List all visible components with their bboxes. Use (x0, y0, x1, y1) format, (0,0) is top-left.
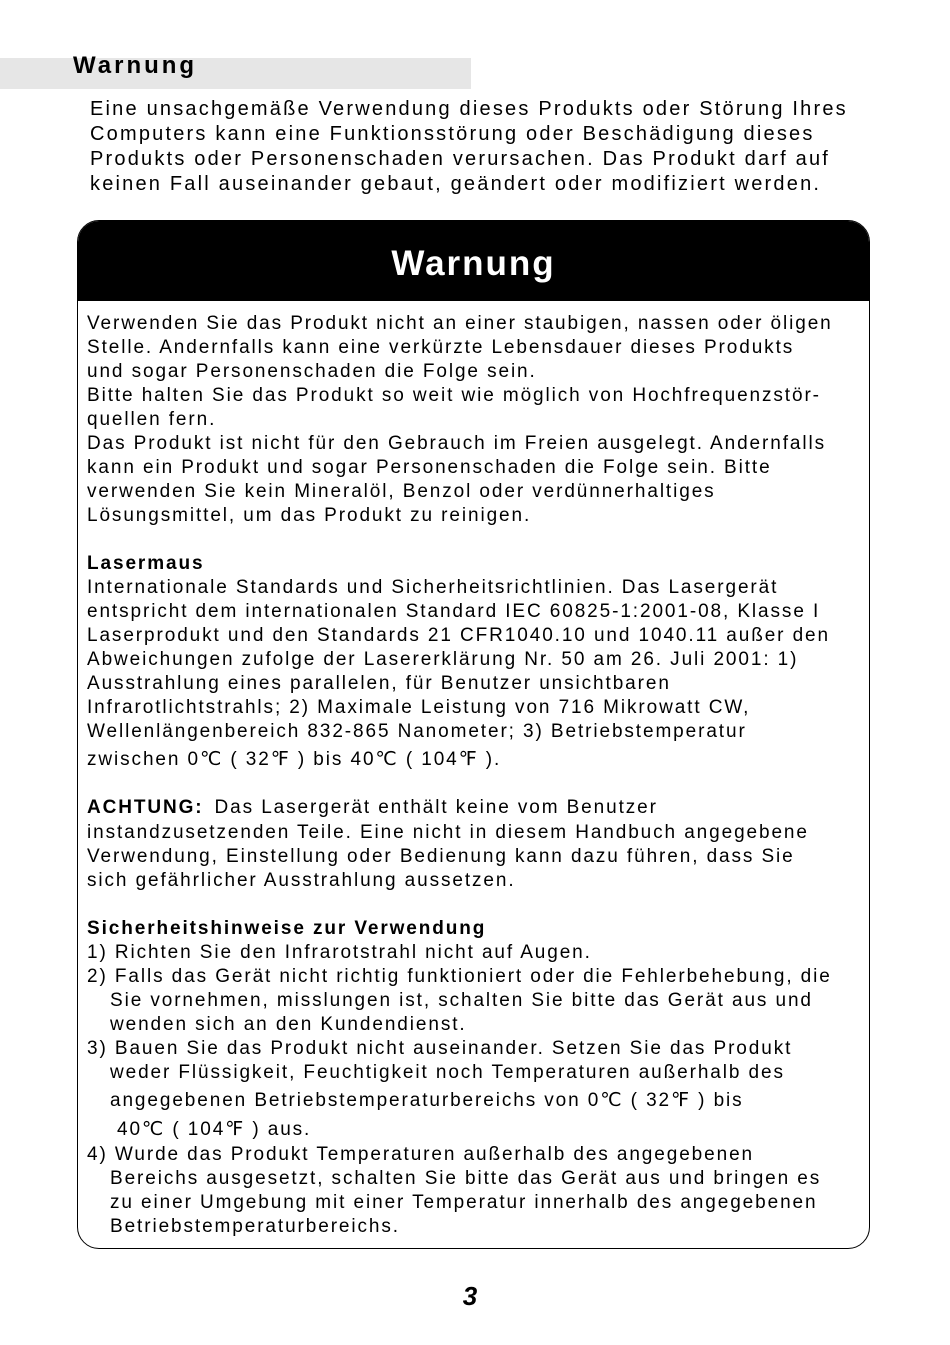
list-text: Wurde das Produkt Temperaturen außerhalb des angegebenen (114, 1144, 755, 1165)
paragraph-line: Das Produkt ist nicht für den Gebrauch im Freien ausgelegt. Andernfalls (87, 433, 826, 454)
laser-paragraph (87, 576, 869, 772)
caution-first-line (87, 796, 869, 820)
intro-line: Eine unsachgemäße Verwendung dieses Produkts oder Störung Ihres (90, 98, 848, 120)
list-number: 1) (87, 942, 108, 963)
list-item (87, 965, 869, 1037)
list-continuation-line: Sie vornehmen, misslungen ist, schalten Sie bitte das Gerät aus und (110, 990, 813, 1011)
list-text: Richten Sie den Infrarotstrahl nicht auf Augen. (114, 942, 592, 963)
paragraph-line: kann ein Produkt und sogar Personenschaden die Folge sein. Bitte (87, 457, 772, 478)
caution-text: Das Lasergerät enthält keine vom Benutzer (214, 797, 658, 818)
paragraph-line: entspricht dem internationalen Standard IEC 60825-1:2001-08, Klasse I (87, 601, 821, 622)
list-continuation-line: 40℃ ( 104℉ ) aus. (117, 1119, 312, 1140)
caution-paragraph (87, 796, 869, 893)
list-number: 2) (87, 966, 108, 987)
list-continuation-line: weder Flüssigkeit, Feuchtigkeit noch Temperaturen außerhalb des (110, 1062, 785, 1083)
list-continuation-line: Betriebstemperaturbereichs. (110, 1216, 400, 1237)
paragraph-line: Lösungsmittel, um das Produkt zu reinigen. (87, 505, 532, 526)
paragraph-line: Internationale Standards und Sicherheitsrichtlinien. Das Lasergerät (87, 577, 779, 598)
caution-label: ACHTUNG: (87, 797, 204, 818)
paragraph-line: Verwendung, Einstellung oder Bedienung kann dazu führen, dass Sie (87, 846, 795, 867)
paragraph-line: Wellenlängenbereich 832-865 Nanometer; 3) Betriebstemperatur (87, 721, 747, 742)
paragraph-line: verwenden Sie kein Mineralöl, Benzol oder verdünnerhaltiges (87, 481, 716, 502)
paragraph-line: quellen fern. (87, 409, 217, 430)
section-heading: Warnung (73, 52, 198, 79)
heading-bar (0, 58, 471, 89)
page-number: 3 (462, 1281, 478, 1311)
list-continuation-line: Bereichs ausgesetzt, schalten Sie bitte das Gerät aus und bringen es (110, 1168, 822, 1189)
paragraph-line: Stelle. Andernfalls kann eine verkürzte Lebensdauer dieses Produkts (87, 337, 795, 358)
list-continuation-line: angegebenen Betriebstemperaturbereichs von 0℃ ( 32℉ ) bis (110, 1090, 744, 1111)
paragraph-line: instandzusetzenden Teile. Eine nicht in diesem Handbuch angegebene (87, 822, 809, 843)
paragraph-line: zwischen 0℃ ( 32℉ ) bis 40℃ ( 104℉ ). (87, 749, 502, 770)
warning-box (77, 220, 870, 1249)
paragraph-line: sich gefährlicher Ausstrahlung aussetzen. (87, 870, 516, 891)
list-item (87, 941, 869, 965)
list-continuation-line: wenden sich an den Kundendienst. (110, 1014, 467, 1035)
safety-heading: Sicherheitshinweise zur Verwendung (87, 918, 487, 939)
usage-paragraph (87, 312, 869, 528)
list-number: 3) (87, 1038, 108, 1059)
laser-heading: Lasermaus (87, 553, 205, 574)
warning-box-content (78, 301, 869, 1239)
list-item (87, 1143, 869, 1239)
list-text: Bauen Sie das Produkt nicht auseinander. Setzen Sie das Produkt (114, 1038, 793, 1059)
intro-line: Computers kann eine Funktionsstörung oder Beschädigung dieses (90, 123, 815, 145)
warning-box-title: Warnung (78, 221, 869, 301)
intro-paragraph (90, 97, 848, 197)
list-item-first-line (87, 1037, 869, 1061)
paragraph-line: Abweichungen zufolge der Lasererklärung Nr. 50 am 26. Juli 2001: 1) (87, 649, 799, 670)
paragraph-line: Ausstrahlung eines parallelen, für Benutzer unsichtbaren (87, 673, 671, 694)
list-text: Falls das Gerät nicht richtig funktioniert oder die Fehlerbehebung, die (114, 966, 832, 987)
list-item-first-line (87, 941, 869, 965)
list-item-first-line (87, 1143, 869, 1167)
list-item-first-line (87, 965, 869, 989)
paragraph-line: Bitte halten Sie das Produkt so weit wie möglich von Hochfrequenzstör- (87, 385, 821, 406)
paragraph-line: und sogar Personenschaden die Folge sein. (87, 361, 537, 382)
intro-line: keinen Fall auseinander gebaut, geändert oder modifiziert werden. (90, 173, 822, 195)
list-item (87, 1037, 869, 1142)
paragraph-line: Verwenden Sie das Produkt nicht an einer staubigen, nassen oder öligen (87, 313, 833, 334)
list-number: 4) (87, 1144, 108, 1165)
paragraph-line: Infrarotlichtstrahls; 2) Maximale Leistung von 716 Mikrowatt CW, (87, 697, 751, 718)
intro-line: Produkts oder Personenschaden verursachen. Das Produkt darf auf (90, 148, 831, 170)
paragraph-line: Laserprodukt und den Standards 21 CFR1040.10 und 1040.11 außer den (87, 625, 830, 646)
list-continuation-line: zu einer Umgebung mit einer Temperatur innerhalb des angegebenen (110, 1192, 818, 1213)
safety-list (87, 941, 869, 1239)
